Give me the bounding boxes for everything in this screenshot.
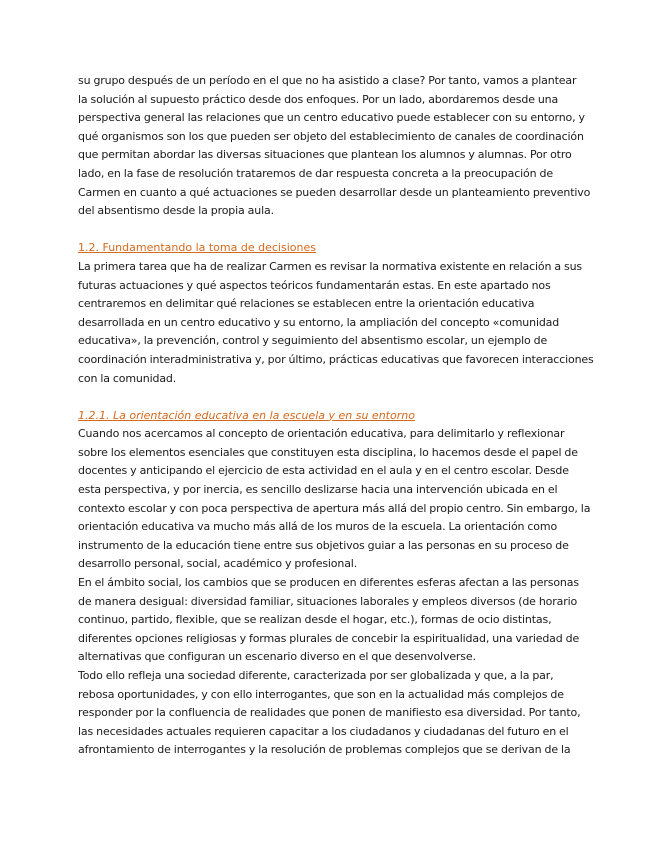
text-line: continuo, partido, flexible, que se realizan desde el hogar, etc.), formas de ocio distintas, (78, 613, 552, 627)
text-line: perspectiva general las relaciones que un centro educativo puede establecer con su entorno, y (78, 111, 585, 125)
text-line: la solución al supuesto práctico desde dos enfoques. Por un lado, abordaremos desde una (78, 92, 559, 106)
text-line: de manera desigual: diversidad familiar, situaciones laborales y empleos diversos (de horario (78, 594, 578, 608)
text-line: Carmen en cuanto a qué actuaciones se pueden desarrollar desde un planteamiento preventivo (78, 185, 591, 199)
text-line: coordinación interadministrativa y, por último, prácticas educativas que favorecen interacciones (78, 352, 594, 366)
text-line: futuras actuaciones y qué aspectos teóricos fundamentarán estas. En este apartado nos (78, 278, 551, 292)
text-line: La primera tarea que ha de realizar Carmen es revisar la normativa existente en relación a sus (78, 259, 582, 273)
paragraph-1-2-1-b (78, 574, 581, 667)
text-line: alternativas que configuran un escenario diverso en el que desenvolverse. (78, 650, 476, 664)
paragraph-intro (78, 72, 591, 221)
paragraph-1-2-1-c (78, 667, 581, 760)
text-line: esta perspectiva, y por inercia, es sencillo deslizarse hacia una intervención ubicada en el (78, 483, 558, 497)
text-line: con la comunidad. (78, 371, 177, 385)
text-line: rebosa oportunidades, y con ello interrogantes, que son en la actualidad más complejos de (78, 687, 564, 701)
text-line: que permitan abordar las diversas situaciones que plantean los alumnos y alumnas. Por otro (78, 148, 572, 162)
section-heading-1-2-1: 1.2.1. La orientación educativa en la escuela y en su entorno (78, 408, 415, 422)
text-line: Cuando nos acercamos al concepto de orientación educativa, para delimitarlo y reflexionar (78, 427, 565, 441)
text-line: sobre los elementos esenciales que constituyen esta disciplina, lo hacemos desde el papel de (78, 445, 578, 459)
text-line: diferentes opciones religiosas y formas plurales de concebir la espiritualidad, una variedad de (78, 631, 580, 645)
paragraph-1-2 (78, 258, 594, 388)
text-line: desarrollo personal, social, académico y profesional. (78, 557, 358, 571)
text-line: afrontamiento de interrogantes y la resolución de problemas complejos que se derivan de la (78, 743, 571, 757)
text-line: su grupo después de un período en el que no ha asistido a clase? Por tanto, vamos a plantear (78, 74, 577, 87)
text-line: centraremos en delimitar qué relaciones se establecen entre la orientación educativa (78, 297, 535, 311)
section-heading-1-2: 1.2. Fundamentando la toma de decisiones (78, 241, 316, 255)
text-line: las necesidades actuales requieren capacitar a los ciudadanos y ciudadanas del futuro en el (78, 724, 569, 738)
text-line: En el ámbito social, los cambios que se producen en diferentes esferas afectan a las personas (78, 576, 579, 590)
text-line: educativa», la prevención, control y seguimiento del absentismo escolar, un ejemplo de (78, 334, 548, 348)
text-line: docentes y anticipando el ejercicio de esta actividad en el aula y en el centro escolar. Desde (78, 464, 569, 478)
text-line: instrumento de la educación tiene entre sus objetivos guiar a las personas en su proceso de (78, 538, 569, 552)
text-line: desarrollada en un centro educativo y su entorno, la ampliación del concepto «comunidad (78, 315, 560, 329)
text-line: qué organismos son los que pueden ser objeto del establecimiento de canales de coordinación (78, 129, 584, 143)
text-line: lado, en la fase de resolución trataremos de dar respuesta concreta a la preocupación de (78, 166, 553, 180)
text-line: Todo ello refleja una sociedad diferente, caracterizada por ser globalizada y que, a la par, (78, 669, 554, 682)
text-line: del absentismo desde la propia aula. (78, 204, 274, 218)
paragraph-1-2-1-a (78, 425, 591, 574)
text-line: contexto escolar y con poca perspectiva de apertura más allá del propio centro. Sin embargo, la (78, 501, 591, 515)
text-line: responder por la confluencia de realidades que ponen de manifiesto esa diversidad. Por tanto, (78, 706, 581, 720)
text-line: orientación educativa va mucho más allá de los muros de la escuela. La orientación como (78, 520, 558, 534)
